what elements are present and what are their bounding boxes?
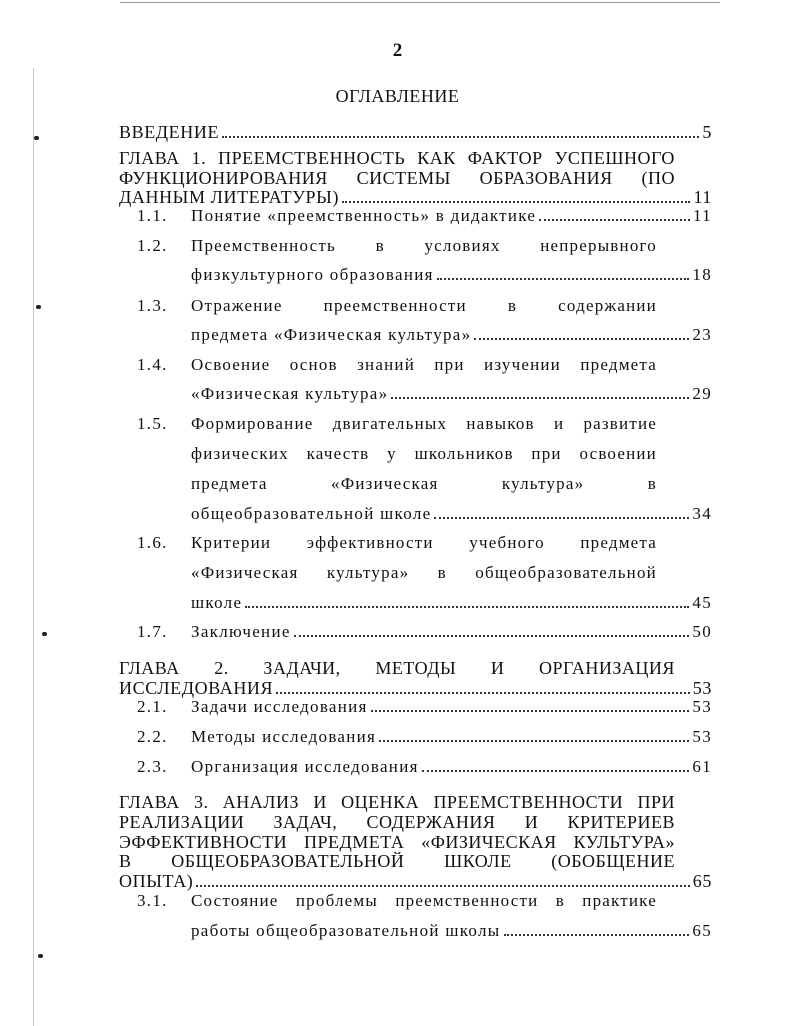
toc-entry-chapter2[interactable] — [119, 678, 712, 698]
toc-entry-2-3[interactable] — [191, 757, 712, 777]
toc-page-number: 18 — [692, 265, 712, 284]
toc-page-number: 29 — [692, 384, 712, 403]
toc-entry-1-3[interactable] — [191, 325, 712, 345]
toc-entry-intro[interactable] — [119, 122, 712, 142]
section-number: 2.3. — [137, 757, 168, 776]
toc-entry-2-1[interactable] — [191, 697, 712, 717]
toc-entry-1-7[interactable] — [191, 622, 712, 642]
toc-entry-title: ОПЫТА) — [119, 871, 194, 891]
toc-entry-title: ВВЕДЕНИЕ — [119, 122, 220, 142]
dot-leader — [294, 635, 690, 637]
dot-leader — [245, 606, 689, 608]
dot-leader — [539, 219, 690, 221]
toc-entry-line: Критерии эффективности учебного предмета — [191, 533, 657, 552]
toc-entry-line: Формирование двигательных навыков и развитие — [191, 414, 657, 433]
binding-hole-mark — [38, 954, 43, 958]
chapter1-title-line1: ГЛАВА 1. ПРЕЕМСТВЕННОСТЬ КАК ФАКТОР УСПЕШНОГО — [119, 148, 675, 168]
toc-page-number: 23 — [692, 325, 712, 344]
dot-leader — [422, 770, 690, 772]
toc-entry-1-1[interactable] — [191, 206, 712, 226]
toc-page-number: 5 — [702, 122, 712, 142]
dot-leader — [379, 740, 689, 742]
chapter1-title-line2: ФУНКЦИОНИРОВАНИЯ СИСТЕМЫ ОБРАЗОВАНИЯ (ПО — [119, 168, 675, 188]
binding-hole-mark — [34, 136, 39, 140]
dot-leader — [434, 517, 689, 519]
toc-page-number: 61 — [692, 757, 712, 776]
toc-entry-chapter1[interactable] — [119, 187, 712, 207]
section-number: 1.6. — [137, 533, 168, 552]
toc-entry-line: предмета «Физическая культура» в — [191, 474, 657, 493]
section-number: 1.5. — [137, 414, 168, 433]
toc-entry-title: Заключение — [191, 622, 291, 641]
toc-entry-title: школе — [191, 593, 243, 612]
toc-entry-title: работы общеобразовательной школы — [191, 921, 501, 940]
page-number: 2 — [392, 40, 403, 61]
dot-leader — [222, 136, 699, 138]
toc-entry-1-5[interactable] — [191, 504, 712, 524]
scan-margin-line — [33, 68, 34, 1026]
toc-heading: ОГЛАВЛЕНИЕ — [335, 86, 460, 106]
dot-leader — [504, 934, 690, 936]
toc-page-number: 34 — [692, 504, 712, 523]
toc-entry-chapter3[interactable] — [119, 871, 712, 891]
toc-entry-line: Преемственность в условиях непрерывного — [191, 236, 657, 255]
toc-page-number: 53 — [692, 727, 712, 746]
scan-artifact-top — [120, 2, 720, 3]
toc-entry-line: Освоение основ знаний при изучении предмета — [191, 355, 657, 374]
chapter2-title-line1: ГЛАВА 2. ЗАДАЧИ, МЕТОДЫ И ОРГАНИЗАЦИЯ — [119, 658, 675, 678]
toc-entry-title: предмета «Физическая культура» — [191, 325, 472, 344]
chapter3-title-line1: ГЛАВА 3. АНАЛИЗ И ОЦЕНКА ПРЕЕМСТВЕННОСТИ ПРИ — [119, 792, 675, 812]
toc-entry-title: Понятие «преемственность» в дидактике — [191, 206, 537, 225]
toc-entry-3-1[interactable] — [191, 921, 712, 941]
dot-leader — [276, 692, 690, 694]
toc-entry-title: ИССЛЕДОВАНИЯ — [119, 678, 274, 698]
section-number: 1.1. — [137, 206, 168, 225]
toc-page-number: 53 — [692, 678, 712, 698]
dot-leader — [437, 278, 690, 280]
toc-entry-title: Методы исследования — [191, 727, 377, 746]
toc-entry-title: ДАННЫМ ЛИТЕРАТУРЫ) — [119, 187, 340, 207]
toc-entry-title: физкультурного образования — [191, 265, 434, 284]
toc-page-number: 50 — [692, 622, 712, 641]
toc-entry-title: Задачи исследования — [191, 697, 368, 716]
chapter3-title-line2: РЕАЛИЗАЦИИ ЗАДАЧ, СОДЕРЖАНИЯ И КРИТЕРИЕВ — [119, 812, 675, 832]
section-number: 1.3. — [137, 296, 168, 315]
toc-entry-1-4[interactable] — [191, 384, 712, 404]
dot-leader — [342, 201, 690, 203]
chapter3-title-line4: В ОБЩЕОБРАЗОВАТЕЛЬНОЙ ШКОЛЕ (ОБОБЩЕНИЕ — [119, 851, 675, 871]
section-number: 2.2. — [137, 727, 168, 746]
section-number: 3.1. — [137, 891, 168, 910]
toc-entry-title: общеобразовательной школе — [191, 504, 432, 523]
toc-entry-line: «Физическая культура» в общеобразовательной — [191, 563, 657, 582]
section-number: 1.4. — [137, 355, 168, 374]
section-number: 1.7. — [137, 622, 168, 641]
toc-entry-1-6[interactable] — [191, 593, 712, 613]
toc-entry-line: физических качеств у школьников при освоении — [191, 444, 657, 463]
toc-page-number: 11 — [693, 206, 712, 225]
dot-leader — [196, 885, 689, 887]
toc-page-number: 65 — [692, 871, 712, 891]
toc-page-number: 45 — [692, 593, 712, 612]
section-number: 2.1. — [137, 697, 168, 716]
section-number: 1.2. — [137, 236, 168, 255]
toc-page-number: 53 — [692, 697, 712, 716]
binding-hole-mark — [36, 305, 41, 309]
binding-hole-mark — [42, 632, 47, 636]
dot-leader — [391, 397, 689, 399]
toc-page-number: 65 — [692, 921, 712, 940]
dot-leader — [371, 710, 690, 712]
dot-leader — [474, 338, 689, 340]
toc-entry-line: Состояние проблемы преемственности в практике — [191, 891, 657, 910]
toc-entry-line: Отражение преемственности в содержании — [191, 296, 657, 315]
toc-page-number: 11 — [693, 187, 712, 207]
toc-entry-1-2[interactable] — [191, 265, 712, 285]
chapter3-title-line3: ЭФФЕКТИВНОСТИ ПРЕДМЕТА «ФИЗИЧЕСКАЯ КУЛЬТУРА» — [119, 832, 675, 852]
toc-entry-title: Организация исследования — [191, 757, 419, 776]
toc-entry-2-2[interactable] — [191, 727, 712, 747]
toc-entry-title: «Физическая культура» — [191, 384, 389, 403]
